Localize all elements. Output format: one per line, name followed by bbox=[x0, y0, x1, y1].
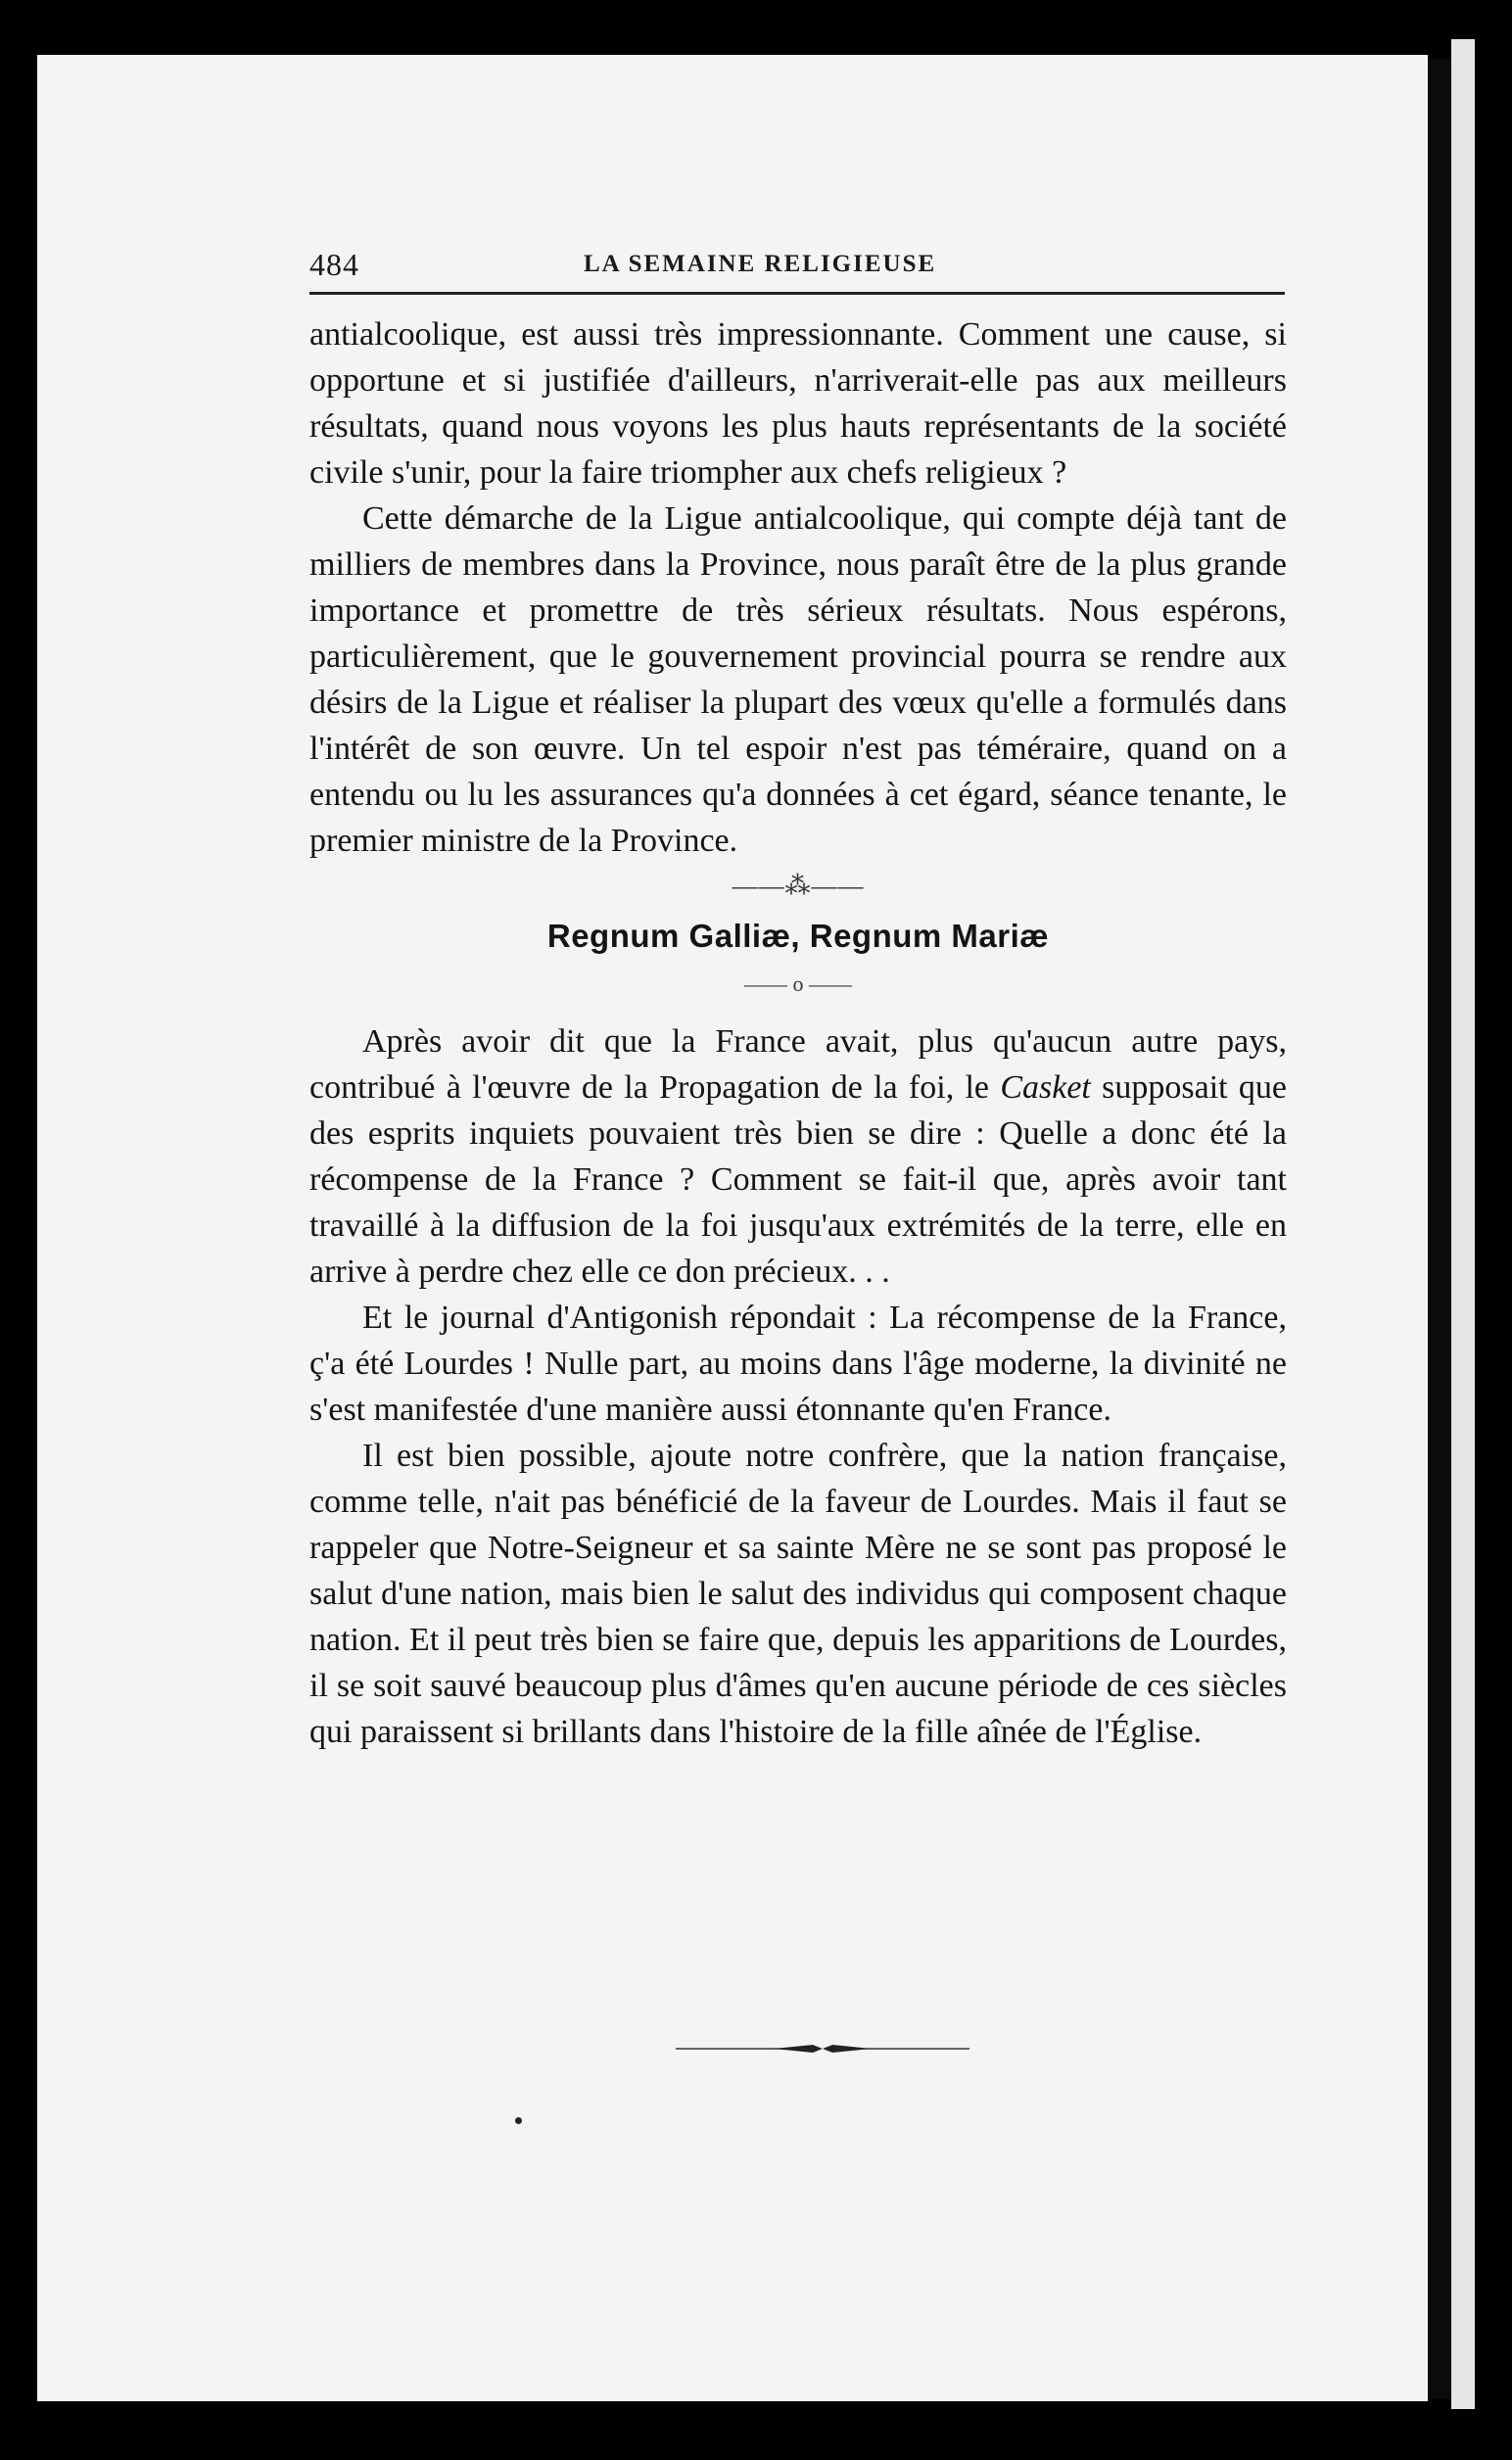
end-ornament bbox=[676, 2039, 969, 2058]
page-gutter-shadow bbox=[1428, 59, 1451, 2399]
page-header bbox=[309, 245, 1283, 288]
section-title: Regnum Galliæ, Regnum Mariæ bbox=[546, 918, 1050, 954]
running-head: LA SEMAINE RELIGIEUSE bbox=[584, 251, 937, 277]
paragraph-antigonish: Et le journal d'Antigonish répondait : La récompense de la France, ç'a été Lourdes ! Nulle part, au moins dans l'âge moderne, la divinité ne s'est manifestée d'une manière aussi étonnante qu'en France. bbox=[309, 1300, 1287, 1428]
header-rule bbox=[309, 292, 1285, 295]
page-number: 484 bbox=[309, 247, 359, 282]
paragraph-lourdes: Il est bien possible, ajoute notre confrère, que la nation française, comme telle, n'ait pas bénéficié de la faveur de Lourdes. Mais il faut se rappeler que Notre-Seigneur et sa sainte Mère ne se sont pas proposé le salut d'une nation, mais bien le salut des individus qui composent chaque nation. Et il peut très bien se faire que, depuis les apparitions de Lourdes, il se soit sauvé beaucoup plus d'âmes qu'en aucune période de ces siècles qui paraissent si brillants dans l'histoire de la fille aînée de l'Église. bbox=[309, 1438, 1287, 1750]
facing-page-edge bbox=[1451, 39, 1475, 2409]
paragraph-casket bbox=[309, 1018, 1287, 1295]
paragraph-continuation: antialcoolique, est aussi très impressionnante. Comment une cause, si opportune et si justifiée d'ailleurs, n'arriverait-elle pas aux meilleurs résultats, quand nous voyons les plus hauts représentants de la société civile s'unir, pour la faire triompher aux chefs religieux ? bbox=[309, 316, 1287, 491]
paragraph-casket-text-2: supposait que des esprits inquiets pouvaient très bien se dire : Quelle a donc été la récompense de la France ? Comment se fait-il que, après avoir tant travaillé à la diffusion de la foi jusqu'aux extrémités de la terre, elle en arrive à perdre chez elle ce don précieux. . . bbox=[309, 1069, 1287, 1290]
section-title-rule: —— o —— bbox=[744, 971, 852, 996]
paragraph-ligue: Cette démarche de la Ligue antialcoolique, qui compte déjà tant de milliers de membres dans la Province, nous paraît être de la plus grande importance et promettre de très sérieux résultats. Nous espérons, particulièrement, que le gouvernement provincial pourra se rendre aux désirs de la Ligue et réaliser la plupart des vœux qu'elle a formulés dans l'intérêt de son œuvre. Un tel espoir n'est pas téméraire, quand on a entendu ou lu les assurances qu'a données à cet égard, séance tenante, le premier ministre de la Province. bbox=[309, 500, 1287, 859]
ink-speck bbox=[515, 2117, 522, 2124]
paragraph-casket-text-1: Après avoir dit que la France avait, plus qu'aucun autre pays, contribué à l'œuvre de la Propagation de la foi, le bbox=[309, 1023, 1287, 1106]
section-divider-ornament: ——⁂—— bbox=[732, 872, 865, 900]
casket-title: Casket bbox=[1000, 1069, 1091, 1106]
body-text bbox=[309, 311, 1287, 1755]
